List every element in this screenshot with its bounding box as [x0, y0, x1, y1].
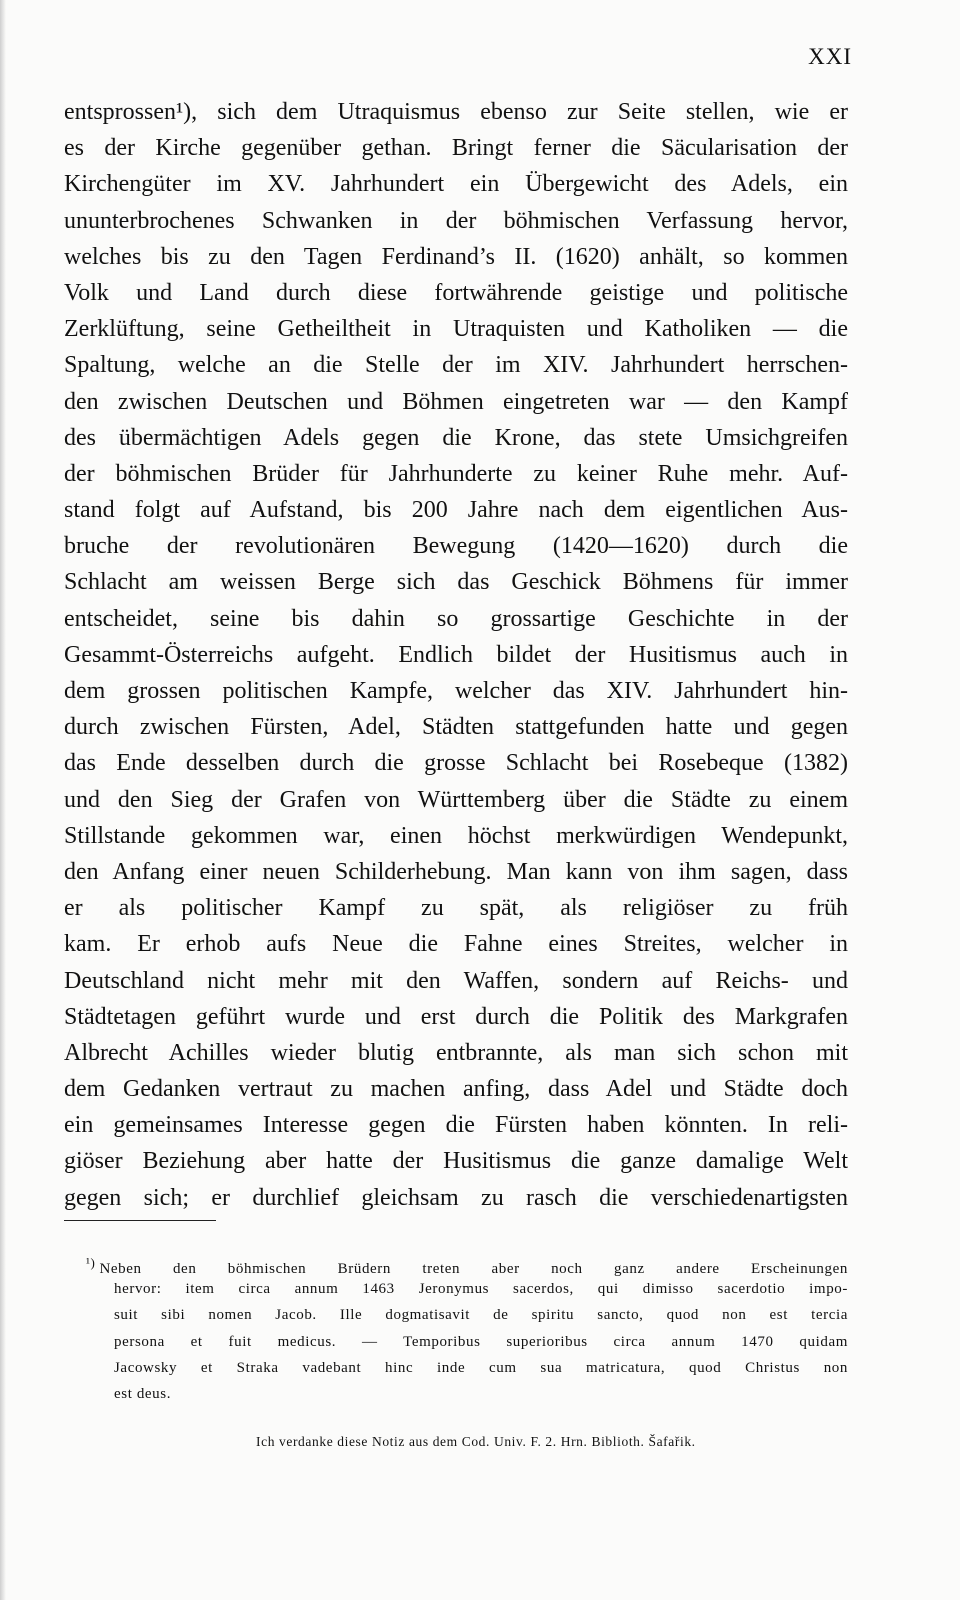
footnote-marker: ¹) — [86, 1255, 96, 1270]
body-line: bruche der revolutionären Bewegung (1420—1620) durch die — [64, 533, 848, 560]
body-line: Deutschland nicht mehr mit den Waffen, sondern auf Reichs- und — [64, 967, 848, 994]
body-line: Zerklüftung, seine Getheiltheit in Utraquisten und Katholiken — die — [64, 316, 848, 343]
body-line: ununterbrochenes Schwanken in der böhmischen Verfassung hervor, — [64, 207, 848, 234]
footnote-line: hervor: item circa annum 1463 Jeronymus sacerdos, qui dimisso sacerdotio impo- — [114, 1281, 848, 1298]
body-line: entsprossen¹), sich dem Utraquismus ebenso zur Seite stellen, wie er — [64, 99, 848, 125]
footnote-source-note: Ich verdanke diese Notiz aus dem Cod. Univ. F. 2. Hrn. Biblioth. Šafařik. — [256, 1434, 696, 1449]
body-line: dem Gedanken vertraut zu machen anfing, dass Adel und Städte doch — [64, 1076, 848, 1103]
body-line: Städtetagen geführt wurde und erst durch die Politik des Markgrafen — [64, 1003, 848, 1030]
body-line: Spaltung, welche an die Stelle der im XIV. Jahrhundert herrschen- — [64, 352, 848, 379]
body-line: giöser Beziehung aber hatte der Husitismus die ganze damalige Welt — [64, 1148, 848, 1175]
body-line: den Anfang einer neuen Schilderhebung. Man kann von ihm sagen, dass — [64, 858, 848, 885]
body-line: dem grossen politischen Kampfe, welcher das XIV. Jahrhundert hin- — [64, 678, 848, 704]
body-line: entscheidet, seine bis dahin so grossartige Geschichte in der — [64, 605, 848, 632]
body-line: den zwischen Deutschen und Böhmen eingetreten war — den Kampf — [64, 388, 848, 415]
body-line: kam. Er erhob aufs Neue die Fahne eines Streites, welcher in — [64, 931, 848, 958]
body-line: gegen sich; er durchlief gleichsam zu rasch die verschiedenartigsten — [64, 1184, 848, 1211]
body-line: stand folgt auf Aufstand, bis 200 Jahre nach dem eigentlichen Aus- — [64, 497, 848, 524]
page-edge-shadow — [0, 0, 6, 1600]
body-line: ein gemeinsames Interesse gegen die Fürsten haben könnten. In reli- — [64, 1112, 848, 1139]
footnote-rule — [64, 1220, 216, 1221]
body-line: Stillstande gekommen war, einen höchst merkwürdigen Wendepunkt, — [64, 822, 848, 849]
footnote-line: est deus. — [114, 1385, 172, 1402]
footnote-line: persona et fuit medicus. — Temporibus superioribus circa annum 1470 quidam — [114, 1333, 848, 1350]
body-line: er als politischer Kampf zu spät, als religiöser zu früh — [64, 895, 848, 922]
body-line: Gesammt-Österreichs aufgeht. Endlich bildet der Husitismus auch in — [64, 641, 848, 668]
body-line: durch zwischen Fürsten, Adel, Städten stattgefunden hatte und gegen — [64, 714, 848, 741]
body-text — [64, 94, 848, 1216]
body-line: es der Kirche gegenüber gethan. Bringt ferner die Säcularisation der — [64, 135, 848, 162]
body-line: des übermächtigen Adels gegen die Krone, das stete Umsichgreifen — [64, 424, 848, 451]
body-line: welches bis zu den Tagen Ferdinand’s II. (1620) anhält, so kommen — [64, 243, 848, 270]
body-line: das Ende desselben durch die grosse Schlacht bei Rosebeque (1382) — [64, 750, 848, 777]
footnote — [86, 1250, 848, 1407]
body-line: Volk und Land durch diese fortwährende geistige und politische — [64, 279, 848, 306]
body-line: Kirchengüter im XV. Jahrhundert ein Übergewicht des Adels, ein — [64, 171, 848, 198]
footnote-line: Jacowsky et Straka vadebant hinc inde cum sua matricatura, quod Christus non — [114, 1359, 848, 1376]
body-line: Albrecht Achilles wieder blutig entbrannte, als man sich schon mit — [64, 1039, 848, 1066]
footnote-line-first — [86, 1250, 848, 1276]
page-number: XXI — [808, 44, 852, 69]
body-line: der böhmischen Brüder für Jahrhunderte zu keiner Ruhe mehr. Auf- — [64, 460, 848, 487]
body-line: Schlacht am weissen Berge sich das Geschick Böhmens für immer — [64, 569, 848, 596]
footnote-line: suit sibi nomen Jacob. Ille dogmatisavit de spiritu sancto, quod non est tercia — [114, 1307, 848, 1324]
footnote-line: Neben den böhmischen Brüdern treten aber noch ganz andere Erscheinungen — [99, 1261, 848, 1277]
body-line: und den Sieg der Grafen von Württemberg über die Städte zu einem — [64, 786, 848, 813]
